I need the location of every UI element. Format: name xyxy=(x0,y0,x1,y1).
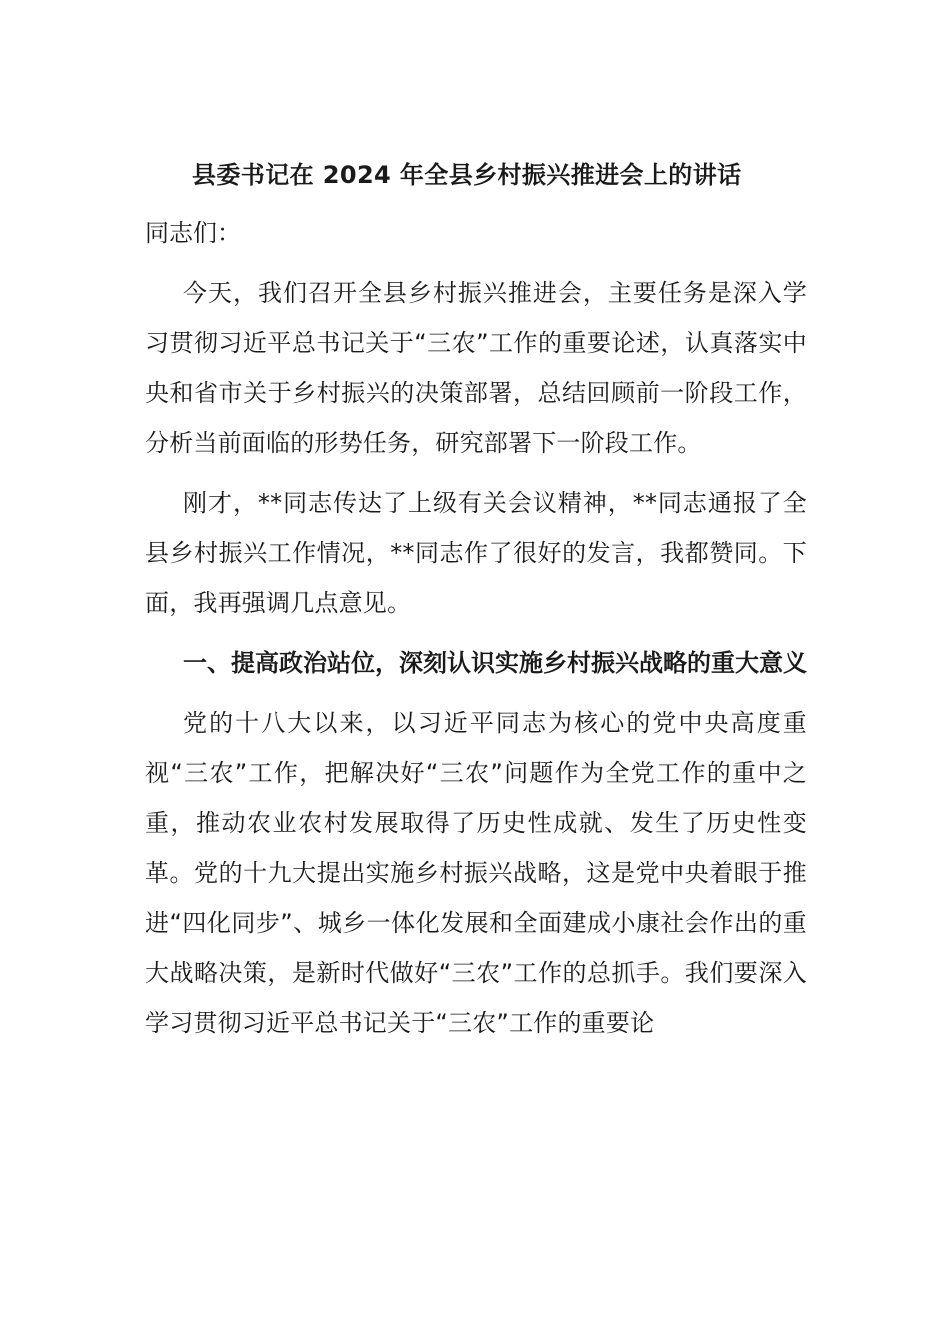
salutation: 同志们： xyxy=(145,219,241,247)
section-heading-1: 一、提高政治站位，深刻认识实施乡村振兴战略的重大意义 xyxy=(183,649,807,677)
document-page xyxy=(145,150,807,1048)
document-title: 县委书记在 2024 年全县乡村振兴推进会上的讲话 xyxy=(192,161,742,189)
paragraph-remarks: 刚才，**同志传达了上级有关会议精神，**同志通报了全县乡村振兴工作情况，**同志作了很好的发言，我都赞同。下面，我再强调几点意见。 xyxy=(145,489,807,617)
paragraph-opening: 今天，我们召开全县乡村振兴推进会，主要任务是深入学习贯彻习近平总书记关于“三农”工作的重要论述，认真落实中央和省市关于乡村振兴的决策部署，总结回顾前一阶段工作，分析当前面临的形势任务，研究部署下一阶段工作。 xyxy=(145,279,807,457)
section-paragraph-1: 党的十八大以来，以习近平同志为核心的党中央高度重视“三农”工作，把解决好“三农”问题作为全党工作的重中之重，推动农业农村发展取得了历史性成就、发生了历史性变革。党的十九大提出实施乡村振兴战略，这是党中央着眼于推进“四化同步”、城乡一体化发展和全面建成小康社会作出的重大战略决策，是新时代做好“三农”工作的总抓手。我们要深入学习贯彻习近平总书记关于“三农”工作的重要论 xyxy=(145,709,807,1037)
